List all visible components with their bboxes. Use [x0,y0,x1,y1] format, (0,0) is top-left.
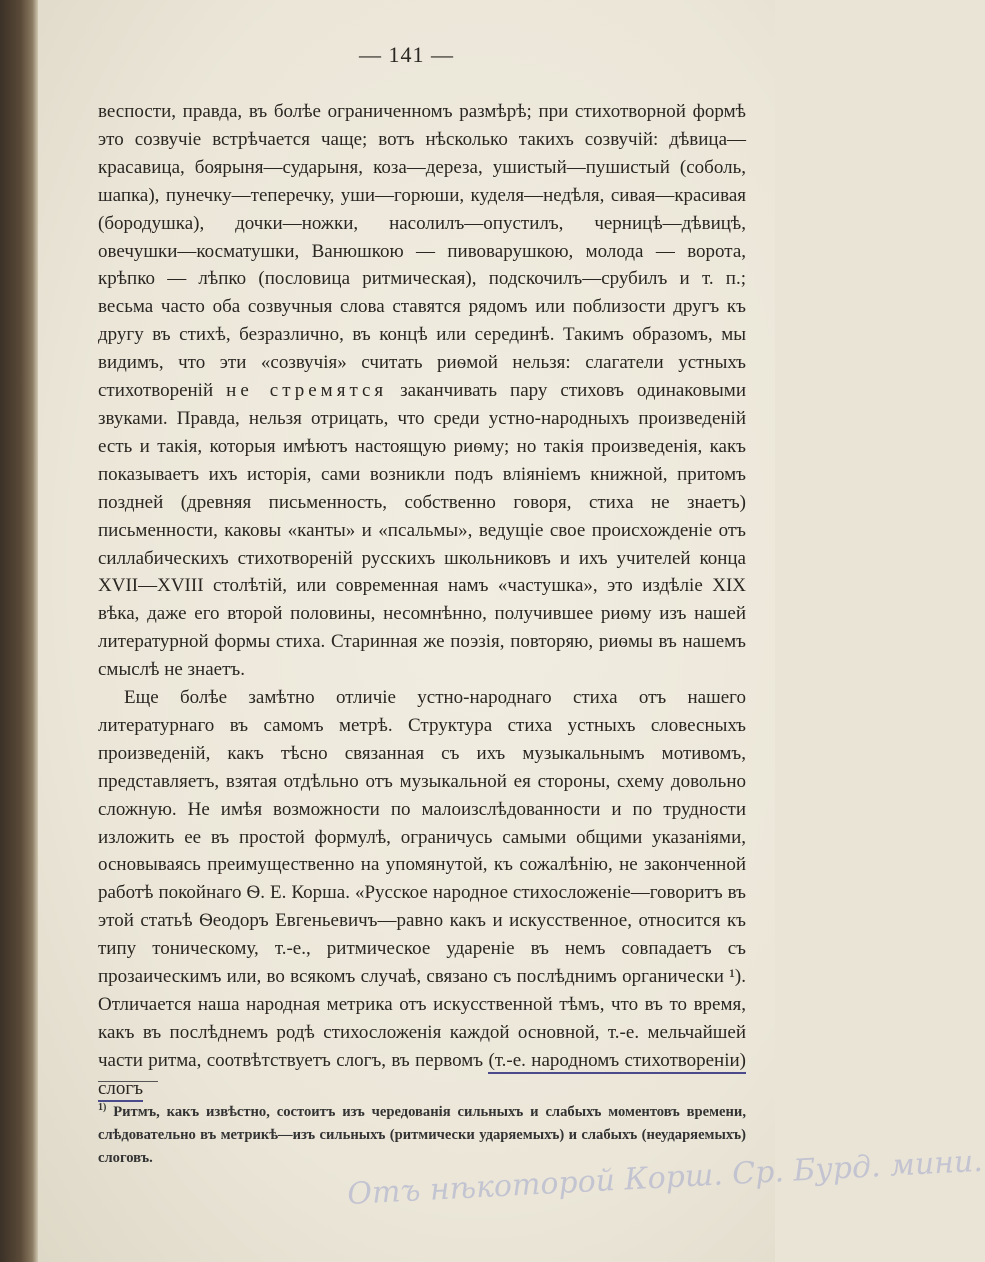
footnote [98,1096,746,1170]
spaced-emphasis: не стремятся [226,380,388,402]
book-spine-shadow [0,0,38,1262]
paragraph-1: веспости, правда, въ болѣе ограниченномъ размѣрѣ; при стихотворной формѣ это созвучіе встрѣчается чаще; вотъ нѣсколько такихъ созвучій: дѣвица—красавица, боярыня—сударыня, коза—дереза, ушистый—пушистый (соболь, шапка), пунечку—теперечку, уши—горюши, куделя—недѣля, сивая—красивая (бородушка), дочки—ножки, насолилъ—опустилъ, черницѣ—дѣвицѣ, овечушки—косматушки, Ванюшкою — пивоварушкою, молода — ворота, крѣпко — лѣпко (пословица ритмическая), подскочилъ—срубилъ и т. п.; весьма часто оба созвучныя слова ставятся рядомъ или поблизости другъ къ другу въ стихѣ, безразлично, въ концѣ или серединѣ. Такимъ образомъ, мы видимъ, что эти «созвучія» считать риѳмой нельзя: слагатели устныхъ стихотвореній не стремятся заканчивать пару стиховъ одинаковыми звуками. Правда, нельзя отрицать, что среди устно-народныхъ произведеній есть и такія, которыя имѣютъ настоящую риѳму; но такія произведенія, какъ показываетъ ихъ исторія, сами возникли подъ вліяніемъ книжной, притомъ поздней (древняя письменность, собственно говоря, стиха не знаетъ) письменности, каковы «канты» и «псальмы», ведущіе свое происхожденіе отъ силлабическихъ стихотвореній русскихъ школьниковъ и ихъ учителей конца XVII—XVIII столѣтій, или современная намъ «частушка», это издѣліе XIX вѣка, даже его второй половины, несомнѣнно, получившее риѳму изъ нашей литературной формы стиха. Старинная же поэзія, повторяю, риѳмы въ нашемъ смыслѣ не знаетъ. [98,101,747,681]
footnote-text: Ритмъ, какъ извѣстно, состоитъ изъ чередованія сильныхъ и слабыхъ моментовъ времени, слѣдовательно въ метрикѣ—изъ сильныхъ (ритмически ударяемыхъ) и слабыхъ (неударяемыхъ) слоговъ. [98,1103,746,1166]
handwritten-note: Отъ нѣкоторой Корш. Ср. Бурд. мини. [346,1143,984,1213]
pencil-underline-text: (т.-е. народномъ стихотвореніи) слогъ [98,1050,746,1102]
book-page [38,0,984,1262]
footnote-rule [98,1081,158,1082]
paragraph-2: Еще болѣе замѣтно отличіе устно-народнаго стиха отъ нашего литературнаго въ самомъ метрѣ. Структура стиха устныхъ словесныхъ произведеній, какъ тѣсно связанная съ ихъ музыкальнымъ мотивомъ, представляетъ, взятая отдѣльно отъ музыкальной ея стороны, схему довольно сложную. Не имѣя возможности по малоизслѣдованности и по трудности изложить ее въ простой формулѣ, ограничусь самыми общими указаніями, основываясь преимущественно на упомянутой, къ сожалѣнію, не законченной работѣ покойнаго Ѳ. Е. Корша. «Русское народное стихосложеніе—говоритъ въ этой статьѣ Ѳеодоръ Евгеньевичъ—равно какъ и искусственное, относится къ типу тоническому, т.-е., ритмическое удареніе въ немъ совпадаетъ съ прозаическимъ или, во всякомъ случаѣ, связано съ послѣднимъ органически ¹). Отличается наша народная метрика отъ искусственной тѣмъ, что въ то время, какъ въ послѣднемъ родѣ стихосложенія каждой основной, т.-е. мельчайшей части ритма, соотвѣтствуетъ слогъ, въ первомъ (т.-е. народномъ стихотвореніи) слогъ [98,684,746,1103]
page-number: — 141 — [359,42,454,67]
body-text [98,98,746,1103]
footnote-marker: 1) [98,1102,107,1113]
